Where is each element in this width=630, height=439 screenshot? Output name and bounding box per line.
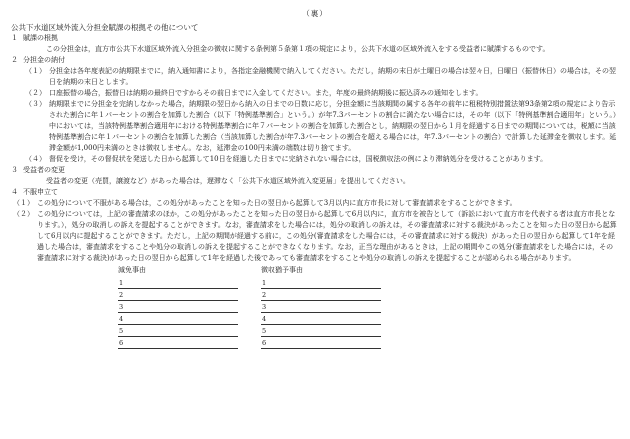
section-number: ３ (11, 166, 18, 174)
section-heading (11, 165, 619, 176)
section-paragraph: 受益者の変更（売買，譲渡など）があった場合は，遅滞なく「公共下水道区域外流入変更届」を提出してください。 (46, 177, 410, 185)
item-number: （４） (25, 155, 46, 163)
table-row (261, 301, 381, 313)
item-text: この処分について不服がある場合は，この処分があったことを知った日の翌日から起算して3月以内に直方市長に対して審査請求をすることができます。 (37, 199, 517, 207)
reason-tables (11, 265, 619, 345)
section-heading (11, 33, 619, 44)
table-row (118, 337, 238, 349)
item-text: 納期限までに分担金を完納しなかった場合，納期限の翌日から納入の日までの日数に応じ，分担金額に当該期間の属する各年の前年に租税特別措置法第93条第2項の規定により告示された割合に年１パーセントの割合を加算した割合（以下「特例基準割合」という。）が年7.3パーセントの割合に満たない場合には，その年（以下「特例基準割合適用年」という。）中においては，当該特例基準割合適用年における特例基準割合に年７パーセントの割合を加算した割合とし，納期限の翌日から１月を経過する日までの期間については，税額に当該特例基準割合に年１パーセントの割合を加算した割合（当該加算した割合が年7.3パーセントの割合を超える場合には，年7.3パーセントの割合）で計算した延滞金を徴収します。延滞金額が1,000円未満のときは徴収しません。なお，延滞金の100円未満の端数は切り捨てます。 (49, 100, 617, 152)
table-row (118, 301, 238, 313)
table-row (261, 277, 381, 289)
table-row (261, 289, 381, 301)
item-text: この処分については，上記の審査請求のほか，この処分があったことを知った日の翌日から起算して6月以内に，直方市を被告として（訴訟において直方市を代表する者は直方市長となります。），処分の取消しの訴えを提起することができます。なお，審査請求をした場合には，処分の取消しの訴えは，その審査請求に対する裁決があったことを知った日の翌日から起算して6月以内に提起することができます。ただし，上記の期間が経過する前に，この処分(審査請求をした場合には，その審査請求に対する裁決）があった日の翌日から起算して1年を経過した場合は，審査請求をすることや処分の取消しの訴えを提起することができなくなります。なお，正当な理由があるときは，上記の期間やこの処分(審査請求をした場合には，その審査請求に対する裁決)があった日の翌日から起算して1年を経過した後であっても審査請求をすることや処分の取消しの訴えを提起することが認められる場合があります。 (37, 210, 617, 262)
table-row (261, 325, 381, 337)
list-item (11, 66, 619, 88)
item-text: 分担金は各年度表記の納期限までに，納入通知書により，各指定金融機関で納入してください。ただし，納期の末日が土曜日の場合は翌々日，日曜日（振替休日）の場合は，その翌日を納期の末日とします。 (49, 67, 616, 86)
section-title: 不服申立て (23, 188, 58, 196)
section-title: 賦課の根拠 (23, 34, 58, 42)
item-number: （１） (25, 67, 46, 75)
list-item (11, 154, 619, 165)
reverse-side-label: （裏） (302, 9, 328, 18)
item-number: （３） (25, 100, 46, 108)
row-number: 4 (262, 315, 267, 323)
page-title: 公共下水道区域外流入分担金賦課の根拠その他について (11, 23, 199, 32)
item-number: （１） (13, 199, 34, 207)
row-number: 1 (119, 279, 124, 287)
row-number: 6 (119, 339, 124, 347)
item-number: （２） (25, 89, 46, 97)
section-number: ２ (11, 56, 18, 64)
row-number: 4 (119, 315, 124, 323)
table-row (118, 313, 238, 325)
list-item (11, 99, 619, 154)
section-number: １ (11, 34, 18, 42)
row-number: 2 (119, 291, 124, 299)
row-number: 5 (119, 327, 124, 335)
table-heading: 徴収猶予事由 (261, 266, 303, 274)
item-text: 口座振替の場合，振替日は納期の最終日ですからその前日までに入金してください。また，年度の最終納期後に振込済みの通知をします。 (49, 89, 483, 97)
row-number: 3 (262, 303, 267, 311)
section-paragraph: この分担金は，直方市公共下水道区域外流入分担金の徴収に関する条例第５条第１項の規定により，公共下水道の区域外流入をする受益者に賦課するものです。 (46, 45, 550, 53)
table-row (118, 289, 238, 301)
row-number: 3 (119, 303, 124, 311)
table-row (261, 337, 381, 349)
table-heading: 減免事由 (118, 266, 146, 274)
exemption-reasons-table (118, 265, 238, 349)
section-heading (11, 55, 619, 66)
document-body (11, 33, 619, 345)
deferral-reasons-table (261, 265, 381, 349)
row-number: 5 (262, 327, 267, 335)
table-row (118, 277, 238, 289)
section-number: ４ (11, 188, 18, 196)
item-number: （２） (13, 210, 34, 218)
section-title: 分担金の納付 (23, 56, 65, 64)
table-row (261, 313, 381, 325)
table-row (118, 325, 238, 337)
section-heading (11, 187, 619, 198)
row-number: 6 (262, 339, 267, 347)
list-item (11, 198, 619, 209)
row-number: 2 (262, 291, 267, 299)
item-text: 督促を受け，その督促状を発送した日から起算して10日を経過した日までに完納されない場合には，国税徴収法の例により滞納処分を受けることがあります。 (49, 155, 548, 163)
section-title: 受益者の変更 (23, 166, 65, 174)
list-item (11, 88, 619, 99)
list-item (11, 209, 619, 264)
row-number: 1 (262, 279, 267, 287)
